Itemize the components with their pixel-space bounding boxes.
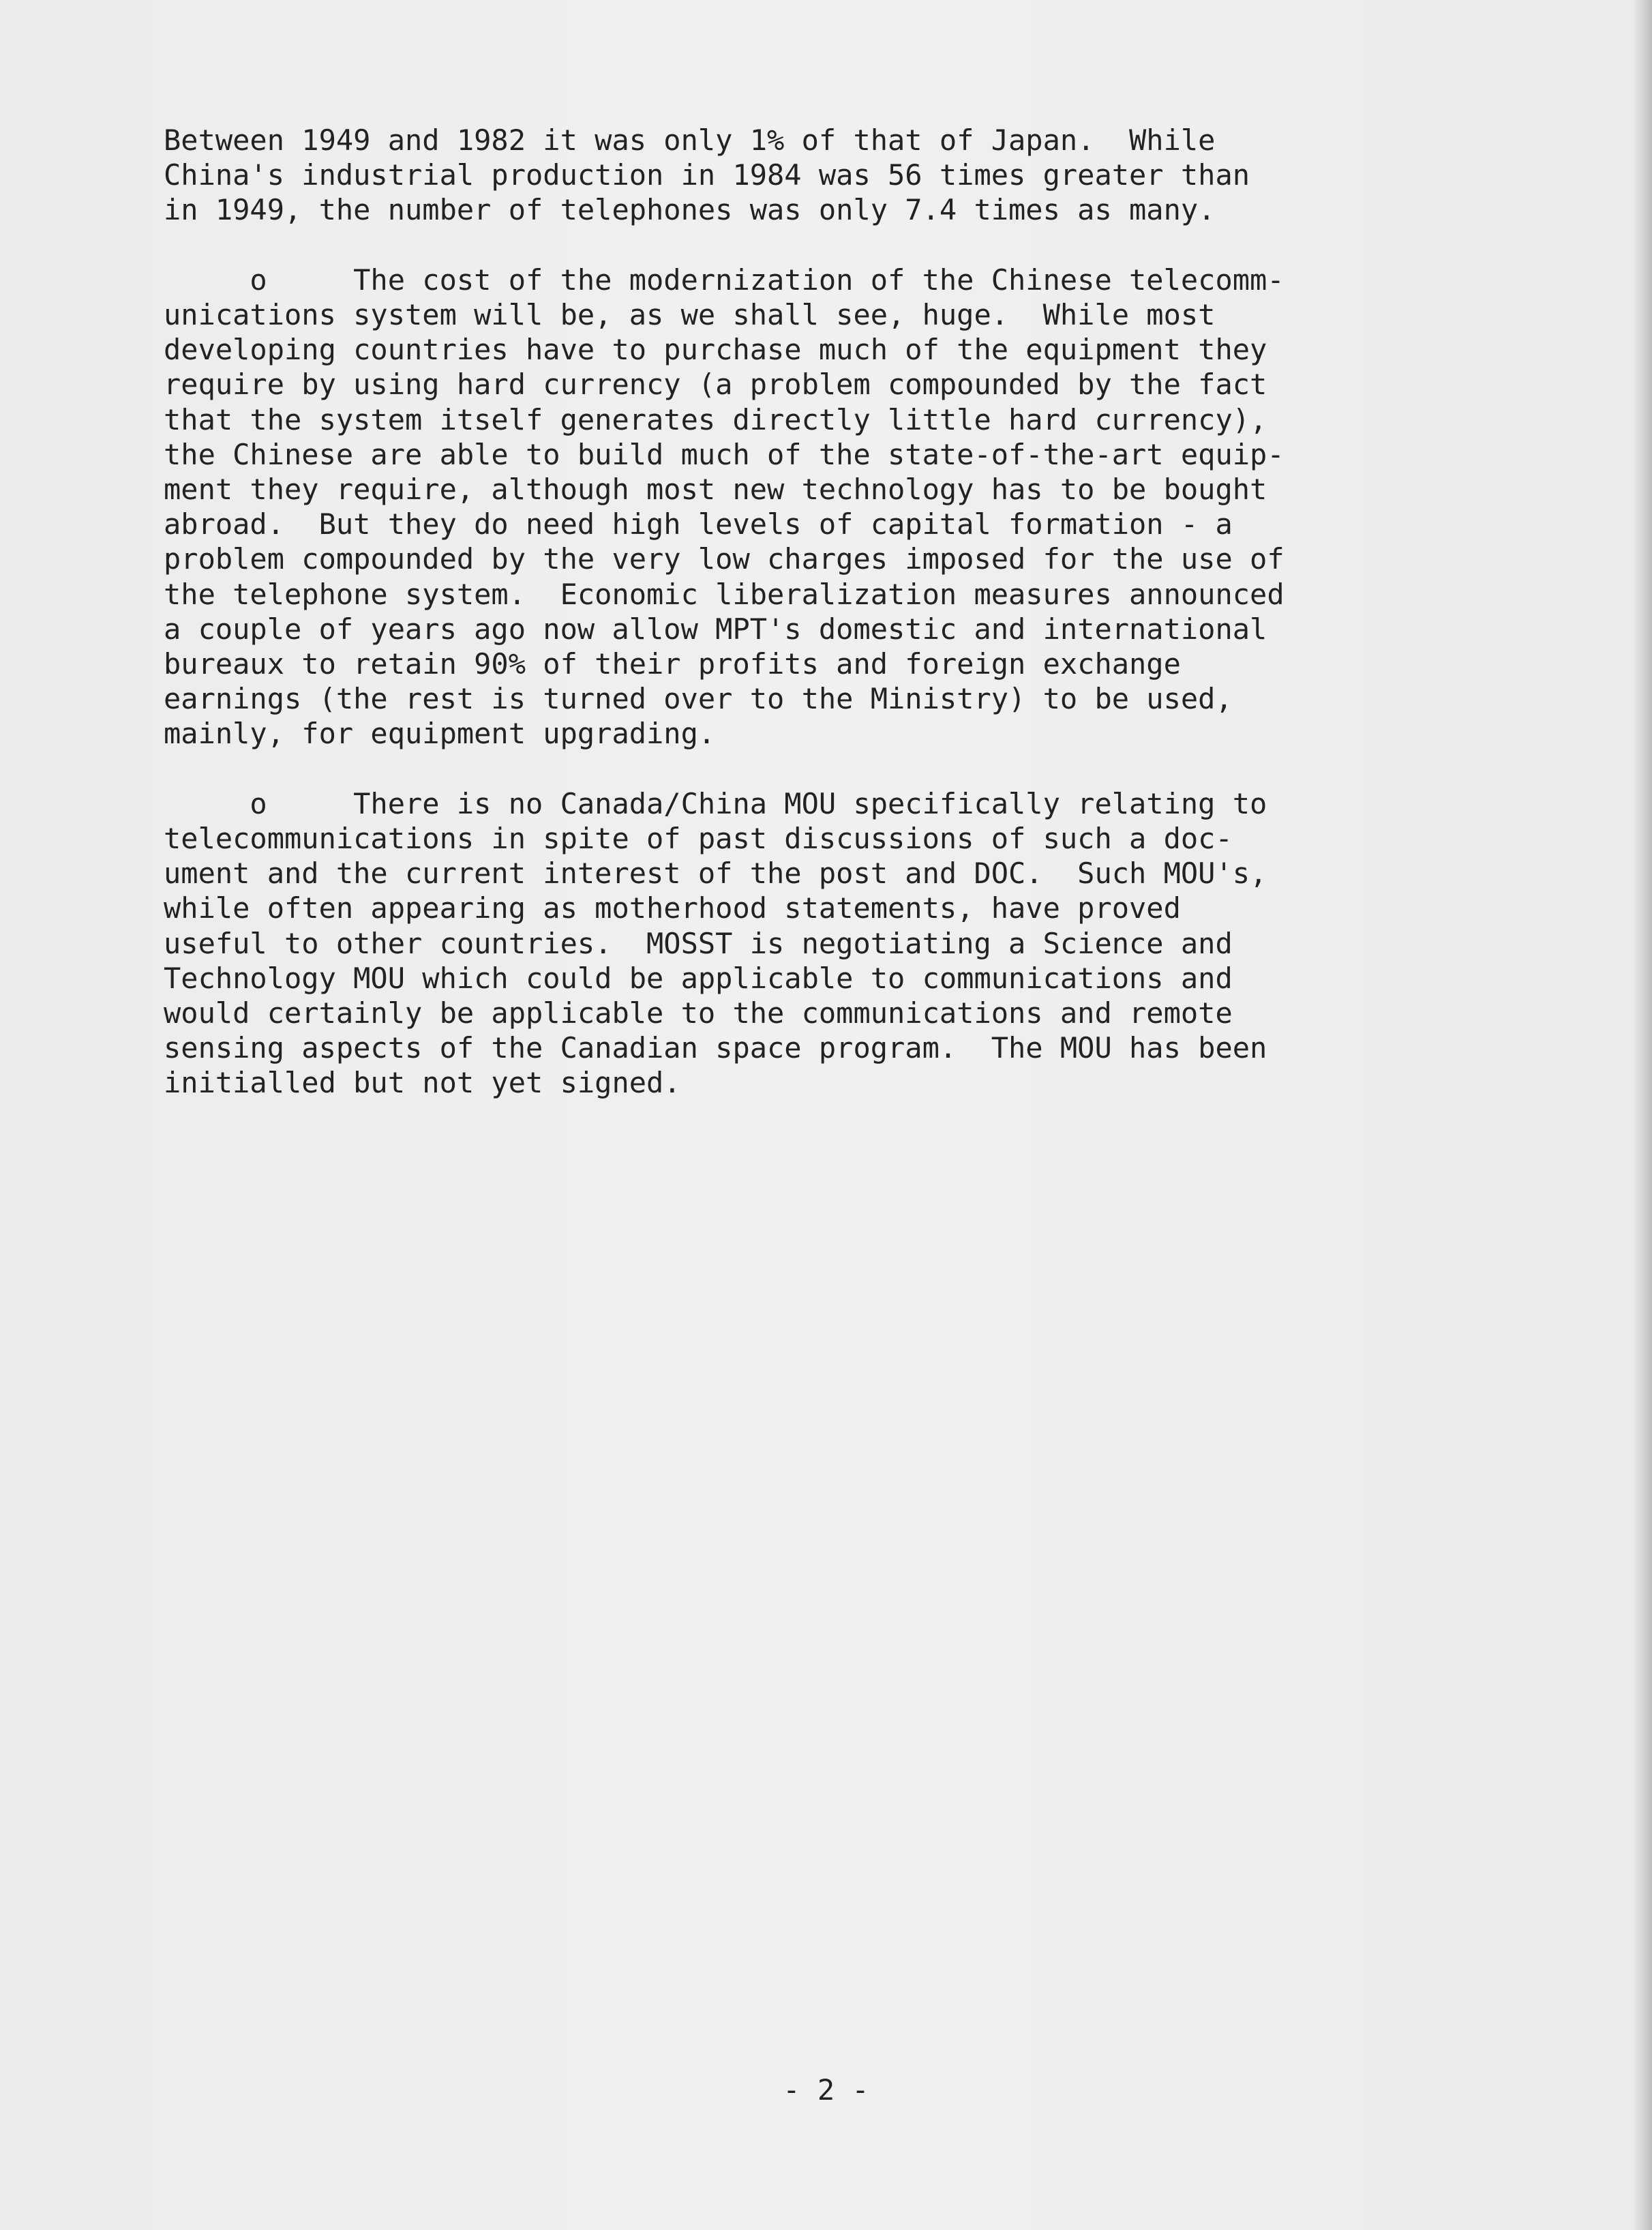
paragraph-modernization-cost: o The cost of the modernization of the Chinese telecomm- unications system will be, as we shall see, huge. While most developing countries have to purchase much of the equipment they require by using hard currency (a problem compounded by the fact that the system itself generates directly little hard currency), the Chinese are able to build much of the state-of-the-art equip- ment they require, although most new technology has to be bought abroad. But they do need high levels of capital formation - a problem compounded by the very low charges imposed for the use of the telephone system. Economic liberalization measures announced a couple of years ago now allow MPT's domestic and international bureaux to retain 90% of their profits and foreign exchange earnings (the rest is turned over to the Ministry) to be used, mainly, for equipment upgrading. xyxy=(164,263,1285,751)
page-number: - 2 - xyxy=(783,2073,869,2107)
page-edge-shadow xyxy=(1634,0,1652,2230)
paragraph-canada-china-mou: o There is no Canada/China MOU specifically relating to telecommunications in spite of past discussions of such a doc- ument and the current interest of the post and DOC. Such MOU's, while often appearing as motherhood statements, have proved useful to other countries. MOSST is negotiating a Science and Technology MOU which could be applicable to communications and would certainly be applicable to the communications and remote sensing aspects of the Canadian space program. The MOU has been initialled but not yet signed. xyxy=(164,786,1267,1100)
paragraph-telephone-statistics: Between 1949 and 1982 it was only 1% of that of Japan. While China's industrial production in 1984 was 56 times greater than in 1949, the number of telephones was only 7.4 times as many. xyxy=(164,123,1250,227)
body-text xyxy=(164,123,1555,1101)
